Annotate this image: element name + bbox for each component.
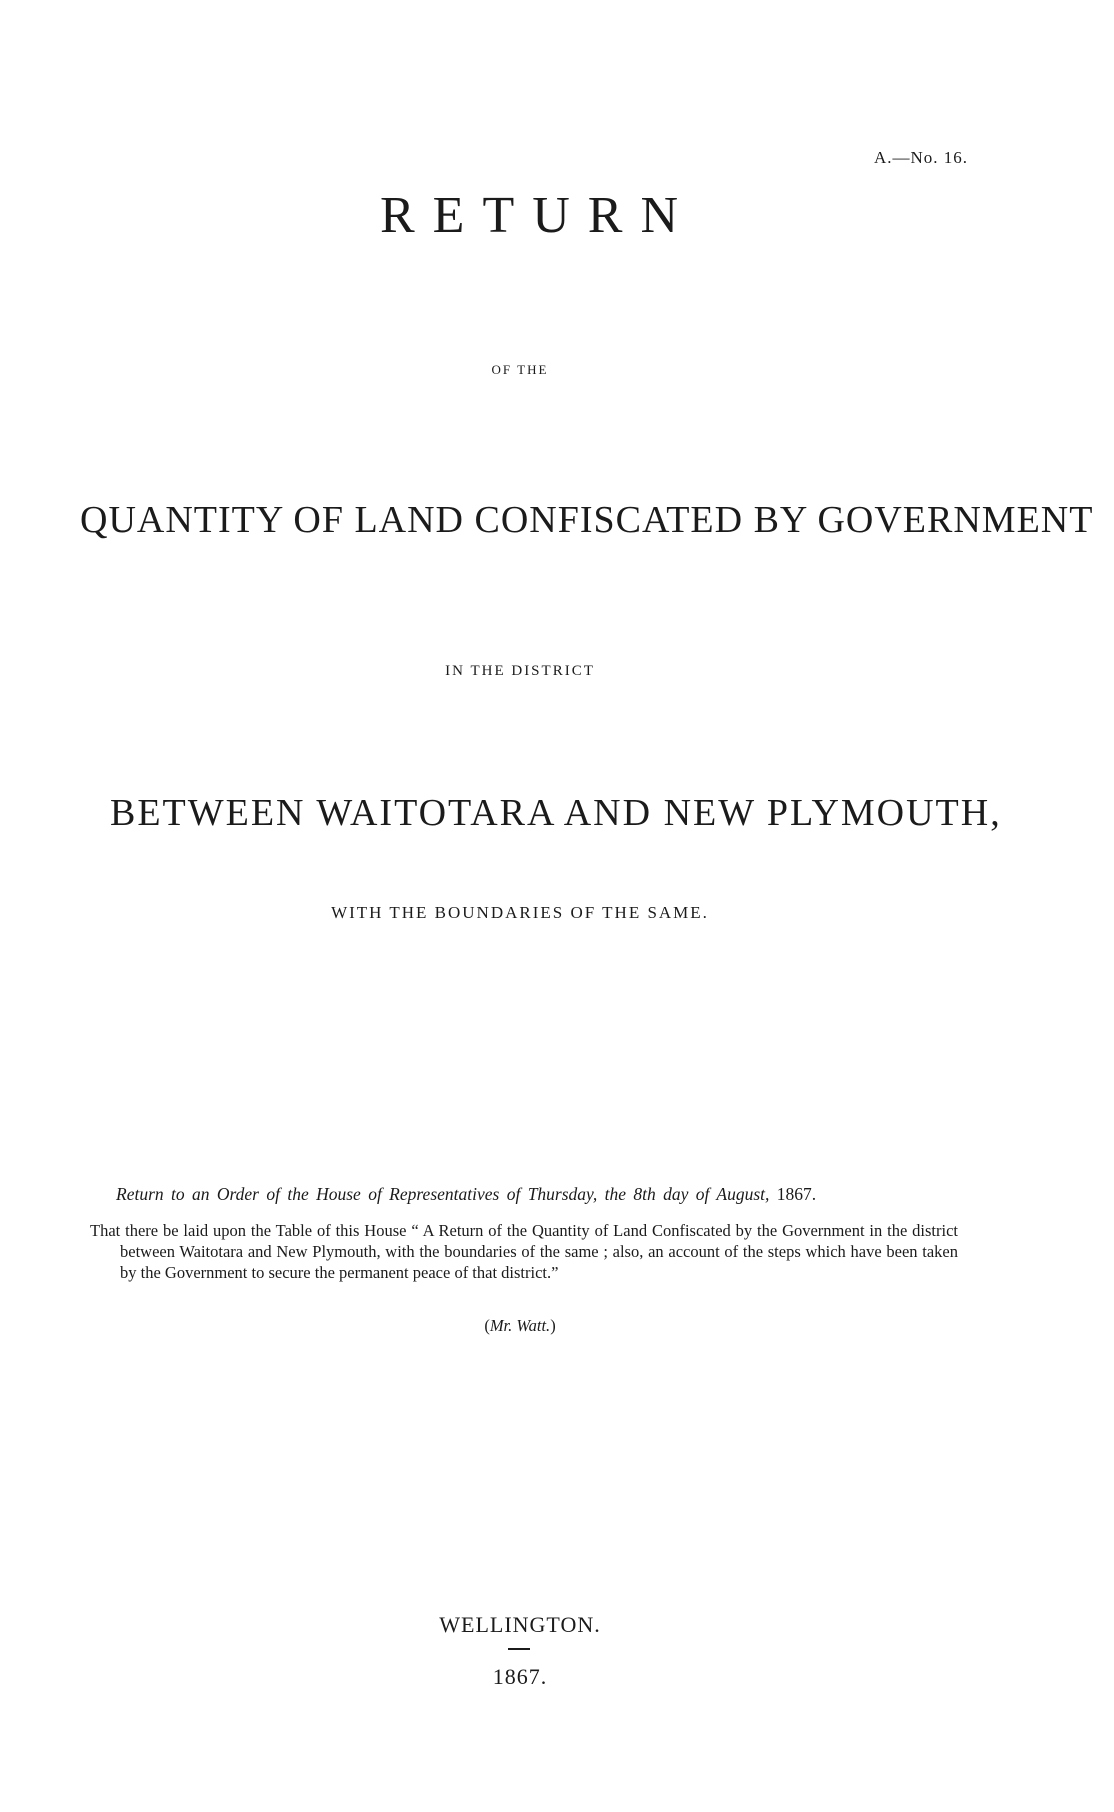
mover: (Mr. Watt.) bbox=[484, 1316, 556, 1335]
title-in-district: IN THE DISTRICT bbox=[445, 663, 595, 679]
title-of-the: OF THE bbox=[491, 362, 549, 377]
motion-paragraph bbox=[90, 1220, 958, 1283]
title-between: BETWEEN WAITOTARA AND NEW PLYMOUTH, bbox=[110, 792, 1002, 834]
imprint-place: WELLINGTON. bbox=[439, 1612, 601, 1637]
imprint-rule bbox=[508, 1648, 530, 1650]
order-prefix: Return to an Order of the House of Representatives of Thursday, the 8th day of August, bbox=[116, 1184, 770, 1204]
title-main: QUANTITY OF LAND CONFISCATED BY GOVERNMENT bbox=[80, 499, 1094, 541]
title-return: RETURN bbox=[380, 187, 696, 244]
order-line bbox=[116, 1184, 962, 1205]
motion-text: That there be laid upon the Table of this House “ A Return of the Quantity of Land Confiscated by the Government in the district between Waitotara and New Plymouth, with the boundaries of the same ; also, an account of the steps which have been taken by the Government to secure the permanent peace of that district.” bbox=[90, 1221, 958, 1282]
order-year: 1867. bbox=[776, 1184, 817, 1204]
imprint-year: 1867. bbox=[492, 1664, 548, 1689]
title-boundaries: WITH THE BOUNDARIES OF THE SAME. bbox=[331, 903, 709, 922]
document-number: A.—No. 16. bbox=[873, 148, 968, 167]
mover-name: Mr. Watt. bbox=[489, 1316, 551, 1335]
